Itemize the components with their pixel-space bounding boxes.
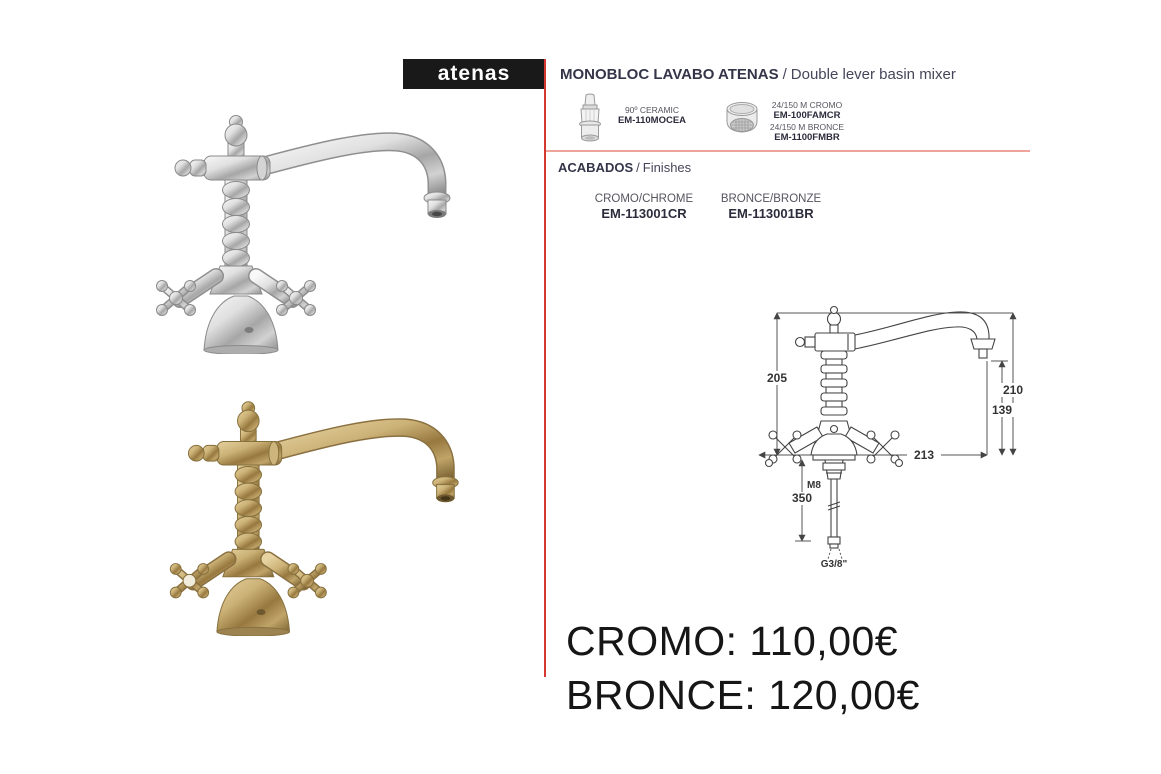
spout xyxy=(264,142,450,218)
dim-stud: M8 xyxy=(807,480,821,491)
aerator-spec-block xyxy=(758,100,856,143)
bronze-faucet-photo xyxy=(162,396,468,636)
finishes-heading-es: ACABADOS xyxy=(558,160,634,175)
base xyxy=(204,296,278,354)
finial xyxy=(238,402,260,443)
price-chrome: CROMO: 110,00€ xyxy=(566,618,899,664)
finishes-heading-en: Finishes xyxy=(642,160,692,175)
base xyxy=(217,579,290,636)
dim-spout-height: 210 xyxy=(1002,383,1024,397)
product-title xyxy=(560,66,956,83)
finish-chrome-name: CROMO/CHROME xyxy=(594,193,694,205)
series-label: atenas xyxy=(403,59,545,89)
aerator-code-chrome: EM-100FAMCR xyxy=(773,110,841,122)
finial xyxy=(225,116,247,158)
beaded-column xyxy=(223,180,250,267)
dim-connection: G3/8" xyxy=(820,559,848,570)
finishes-heading-separator: / xyxy=(636,160,640,175)
aerator-code-bronze: EM-1100FMBR xyxy=(774,131,840,143)
dim-outlet-height: 139 xyxy=(991,403,1013,417)
finish-bronze-code: EM-113001BR xyxy=(728,206,814,222)
dim-hose-length: 350 xyxy=(791,491,813,505)
finish-option-bronze xyxy=(709,192,833,223)
cartridge-spec-block xyxy=(606,105,698,127)
cartridge-icon xyxy=(572,92,608,146)
dim-total-height: 205 xyxy=(766,371,788,385)
faucet-outline xyxy=(766,307,996,467)
dim-reach: 213 xyxy=(913,448,935,462)
technical-drawing xyxy=(745,291,1045,591)
finishes-heading xyxy=(558,160,691,175)
finish-option-chrome xyxy=(582,192,706,223)
product-name: MONOBLOC LAVABO ATENAS xyxy=(560,66,779,83)
aerator-spec-bronze: 24/150 M BRONCE xyxy=(769,121,845,132)
section-horizontal-rule xyxy=(546,150,1030,152)
chrome-faucet-photo xyxy=(148,110,460,354)
cartridge-code: EM-110MOCEA xyxy=(617,115,687,127)
under-counter xyxy=(795,455,855,559)
beaded-column xyxy=(235,465,261,550)
cross-body xyxy=(188,441,281,465)
finish-bronze-name: BRONCE/BRONZE xyxy=(720,193,822,205)
cartridge-spec: 90º CERAMIC xyxy=(624,105,680,115)
spout xyxy=(276,428,458,503)
finish-chrome-code: EM-113001CR xyxy=(601,206,687,222)
product-description: Double lever basin mixer xyxy=(790,66,956,83)
cross-body xyxy=(175,156,270,180)
aerator-spec-chrome: 24/150 M CROMO xyxy=(771,100,843,110)
left-handle xyxy=(170,559,228,598)
left-handle xyxy=(157,276,217,316)
title-separator: / xyxy=(782,66,787,83)
aerator-icon xyxy=(724,100,760,140)
price-bronze: BRONCE: 120,00€ xyxy=(566,672,920,718)
